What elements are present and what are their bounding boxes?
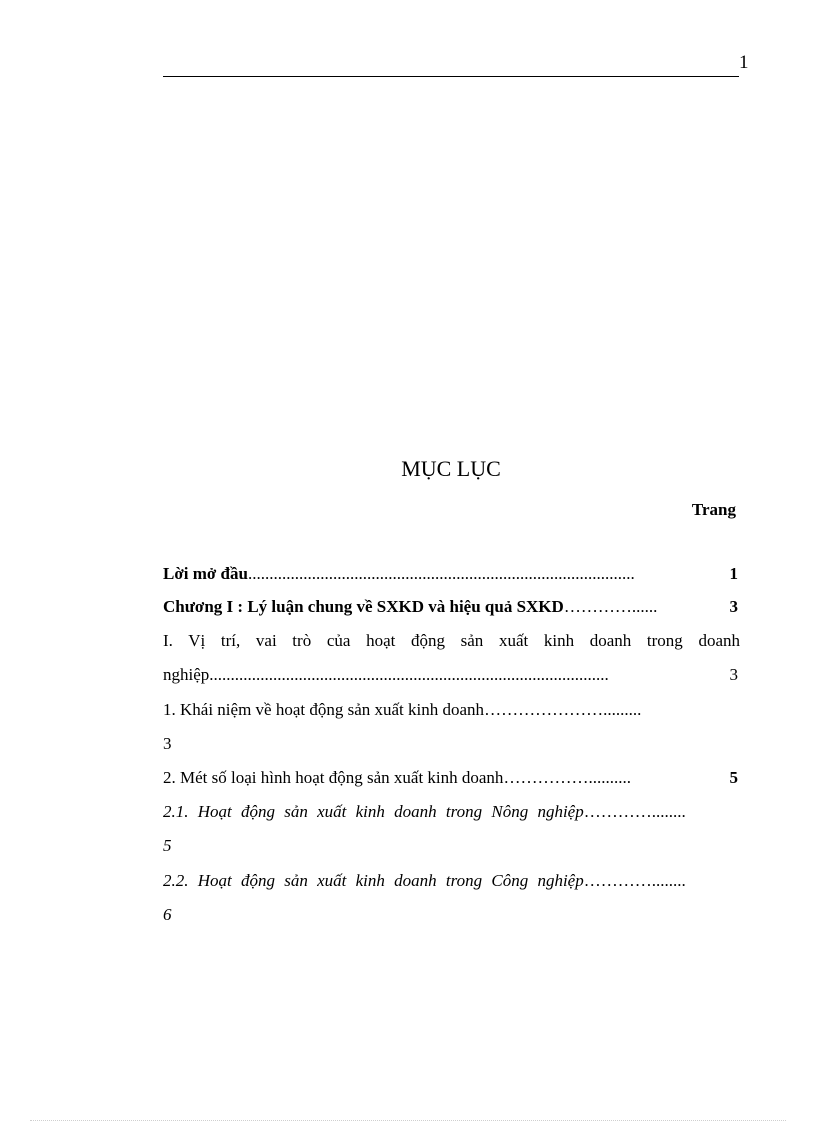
toc-entry-text: 2.1. Hoạt động sản xuất kinh doanh trong Nông nghiệp <box>163 802 584 821</box>
toc-entry <box>163 870 740 892</box>
page-number: 1 <box>739 52 749 73</box>
toc-entry-page-wrapped <box>163 733 740 755</box>
toc-entry-text: 1. Khái niệm về hoạt động sản xuất kinh doanh <box>163 700 485 719</box>
toc-entry-dots: .............................................................................................. <box>209 665 609 684</box>
toc-entry <box>163 596 740 618</box>
toc-entry-page-wrapped <box>163 904 740 926</box>
toc-entry-dots: …………………......... <box>484 700 642 719</box>
toc-entry-page-wrapped <box>163 835 740 857</box>
toc-entry-text: Lời mở đầu <box>163 564 248 583</box>
toc-entry <box>163 767 740 789</box>
page-column-label: Trang <box>691 500 736 519</box>
toc-entry-dots: ........................................................................................... <box>247 564 635 583</box>
header-rule <box>163 76 739 77</box>
toc-entry <box>163 563 740 585</box>
toc-entry <box>163 801 740 823</box>
footer-rule <box>30 1120 786 1121</box>
toc-entry-dots: …………........ <box>583 871 686 890</box>
toc-entry-page: 6 <box>163 905 172 924</box>
toc-entry-dots: …………….......... <box>503 768 631 787</box>
toc-entry-text: 2.2. Hoạt động sản xuất kinh doanh trong Công nghiệp <box>163 871 584 890</box>
toc-entry-text: I. Vị trí, vai trò của hoạt động sản xuất kinh doanh trong doanh <box>163 631 740 650</box>
toc-entry-page: 3 <box>729 665 738 684</box>
toc-entry-page: 3 <box>729 597 738 616</box>
toc-entry-text: Chương I : Lý luận chung về SXKD và hiệu quả SXKD <box>163 597 564 616</box>
toc-entry-page: 3 <box>163 734 172 753</box>
toc-entry-text: 2. Mét số loại hình hoạt động sản xuất kinh doanh <box>163 768 504 787</box>
toc-title: MỤC LỤC <box>401 456 501 481</box>
toc-entry-page: 5 <box>729 768 738 787</box>
toc-entry-page: 5 <box>163 836 172 855</box>
toc-entry-page: 1 <box>729 564 738 583</box>
toc-entry <box>163 699 740 721</box>
toc-entry <box>163 630 740 652</box>
toc-entry-dots: …………........ <box>583 802 686 821</box>
toc-entry-text: nghiệp <box>163 665 210 684</box>
toc-entry-dots: …………...... <box>563 597 658 616</box>
toc-entry <box>163 664 740 686</box>
